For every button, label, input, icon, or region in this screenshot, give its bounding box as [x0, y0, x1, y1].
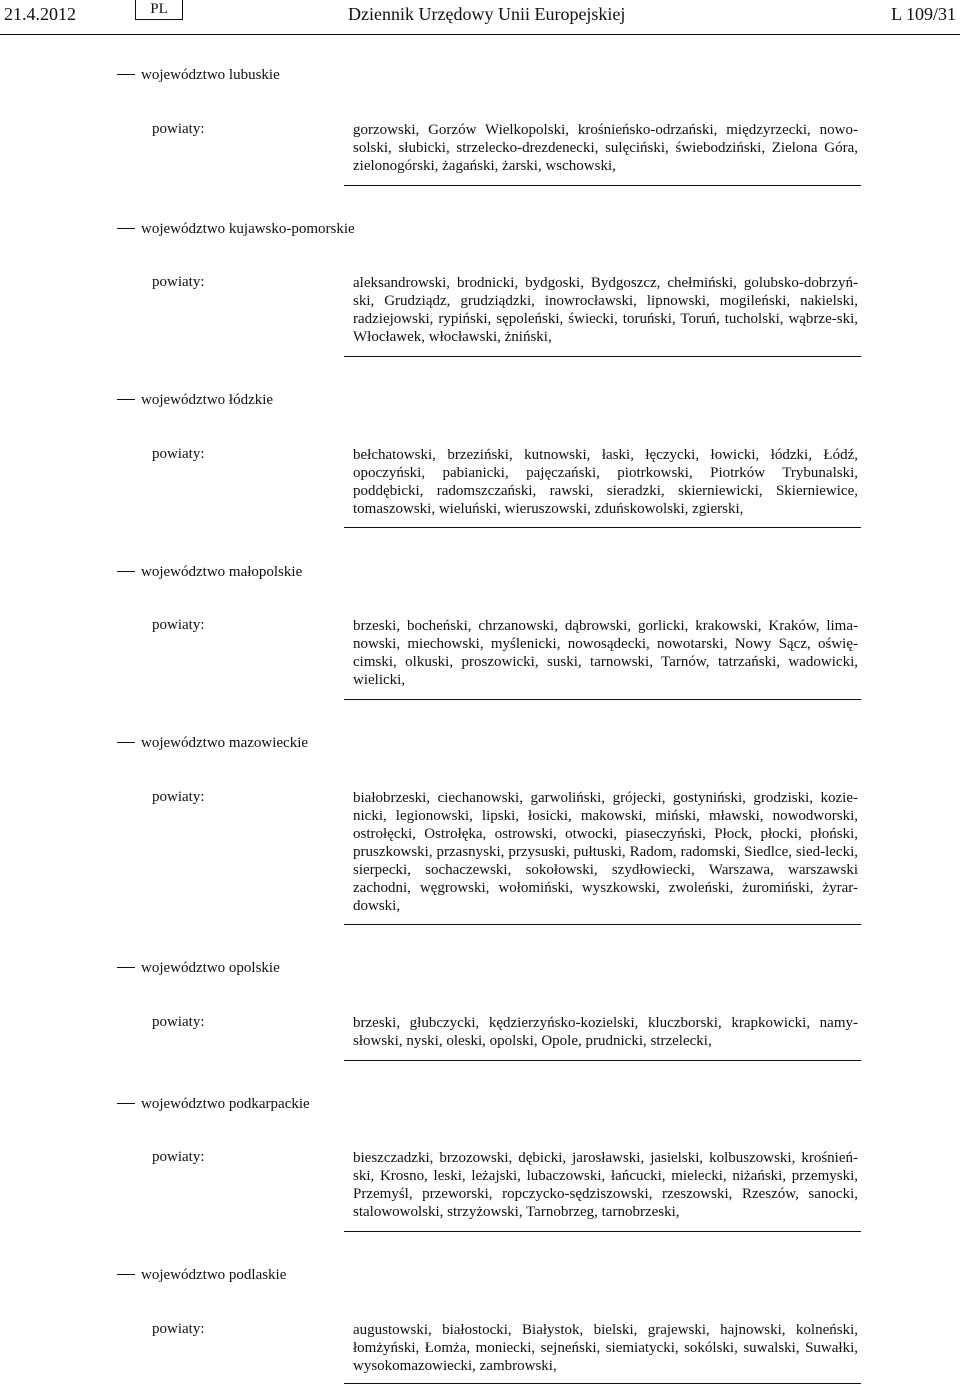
em-dash [117, 399, 135, 400]
section-divider [344, 1060, 861, 1061]
section-divider [344, 185, 861, 186]
publication-date: 21.4.2012 [4, 4, 76, 24]
voivodeship-heading: województwo podkarpackie [117, 1096, 310, 1113]
districts-label: powiaty: [152, 121, 205, 137]
voivodeship-heading: województwo łódzkie [117, 392, 273, 409]
em-dash [117, 967, 135, 968]
em-dash [117, 74, 135, 75]
section-divider [344, 699, 861, 700]
districts-list: bieszczadzki, brzozowski, dębicki, jarosławski, jasielski, kolbuszowski, krośnień-ski, Krosno, leski, leżajski, lubaczowski, łańcucki, mielecki, niżański, przemyski, Przemyśl, przeworski, ropczycko-sędziszowski, rzeszowski, Rzeszów, sanocki, stalowowolski, strzyżowski, Tarnobrzeg, tarnobrzeski, [353, 1150, 858, 1220]
districts-list: gorzowski, Gorzów Wielkopolski, krośnieńsko-odrzański, międzyrzecki, nowo-solski, słubicki, strzelecko-drezdenecki, sulęciński, świebodziński, Zielona Góra, zielonogórski, żagański, żarski, wschowski, [353, 122, 858, 174]
section-divider [344, 527, 861, 528]
section-divider [344, 924, 861, 925]
districts-label: powiaty: [152, 789, 205, 805]
districts-label: powiaty: [152, 1014, 205, 1030]
voivodeship-heading: województwo podlaskie [117, 1267, 286, 1284]
em-dash [117, 571, 135, 572]
districts-label: powiaty: [152, 446, 205, 462]
voivodeship-heading: województwo małopolskie [117, 564, 302, 581]
em-dash [117, 228, 135, 229]
em-dash [117, 1274, 135, 1275]
voivodeship-heading: województwo mazowieckie [117, 735, 308, 752]
voivodeship-heading: województwo opolskie [117, 960, 280, 977]
districts-label: powiaty: [152, 1321, 205, 1337]
districts-label: powiaty: [152, 1149, 205, 1165]
districts-label: powiaty: [152, 617, 205, 633]
districts-list: augustowski, białostocki, Białystok, bielski, grajewski, hajnowski, kolneński, łomżyński, Łomża, moniecki, sejneński, siemiatycki, sokólski, suwalski, Suwałki, wysokomazowiecki, zambrowski, [353, 1322, 858, 1374]
districts-list: aleksandrowski, brodnicki, bydgoski, Bydgoszcz, chełmiński, golubsko-dobrzyń-ski, Grudziądz, grudziądzki, inowrocławski, lipnowski, mogileński, nakielski, radziejowski, rypiński, sępoleński, świecki, toruński, Toruń, tucholski, wąbrze-ski, Włocławek, włocławski, żniński, [353, 275, 858, 345]
journal-title: Dziennik Urzędowy Unii Europejskiej [348, 4, 626, 24]
districts-list: białobrzeski, ciechanowski, garwoliński, grójecki, gostyniński, grodziski, kozie-nicki, legionowski, lipski, łosicki, makowski, miński, mławski, nowodworski, ostrołęcki, Ostrołęka, ostrowski, otwocki, piaseczyński, Płock, płocki, płoński, pruszkowski, przasnyski, przysuski, pułtuski, Radom, radomski, Siedlce, sied-lecki, sierpecki, sochaczewski, sokołowski, szydłowiecki, Warszawa, warszawski zachodni, węgrowski, wołomiński, wyszkowski, zwoleński, żuromiński, żyrar-dowski, [353, 790, 858, 914]
page-header [0, 0, 960, 36]
language-code: PL [135, 0, 183, 20]
section-divider [344, 1231, 861, 1232]
districts-list: bełchatowski, brzeziński, kutnowski, łaski, łęczycki, łowicki, łódzki, Łódź, opoczyński, pabianicki, pajęczański, piotrkowski, Piotrków Trybunalski, poddębicki, radomszczański, rawski, sieradzki, skierniewicki, Skierniewice, tomaszowski, wieluński, wieruszowski, zduńskowolski, zgierski, [353, 447, 858, 517]
section-divider [344, 356, 861, 357]
page-reference: L 109/31 [891, 4, 956, 24]
districts-list: brzeski, bocheński, chrzanowski, dąbrowski, gorlicki, krakowski, Kraków, lima-nowski, miechowski, myślenicki, nowosądecki, nowotarski, Nowy Sącz, oświę-cimski, olkuski, proszowicki, suski, tarnowski, Tarnów, tatrzański, wadowicki, wielicki, [353, 618, 858, 688]
voivodeship-heading: województwo kujawsko-pomorskie [117, 221, 355, 238]
em-dash [117, 1103, 135, 1104]
section-divider [344, 1383, 861, 1384]
header-divider [0, 34, 960, 35]
em-dash [117, 742, 135, 743]
districts-list: brzeski, głubczycki, kędzierzyńsko-kozielski, kluczborski, krapkowicki, namy-słowski, nyski, oleski, opolski, Opole, prudnicki, strzelecki, [353, 1015, 858, 1049]
districts-label: powiaty: [152, 274, 205, 290]
voivodeship-heading: województwo lubuskie [117, 67, 280, 84]
